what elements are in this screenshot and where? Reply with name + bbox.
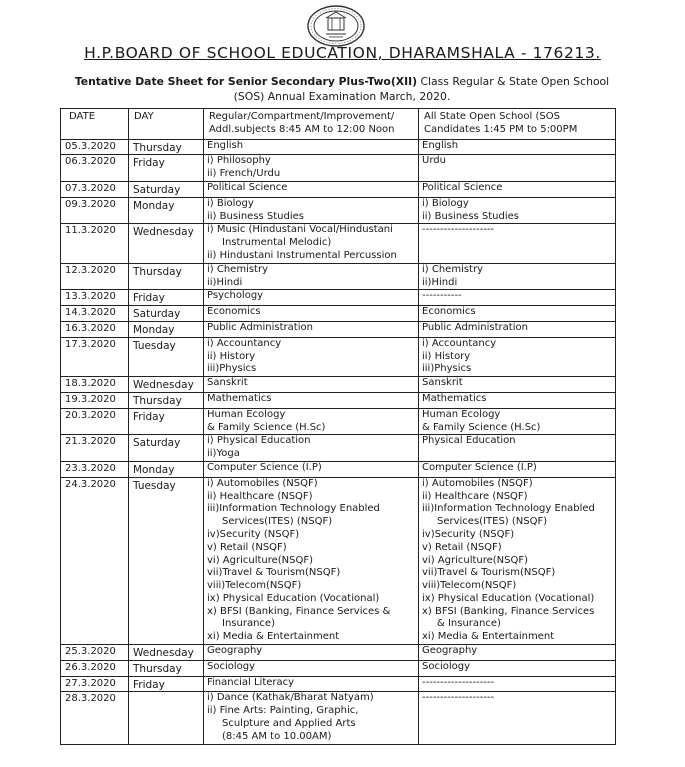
day-cell: Wednesday	[129, 377, 204, 393]
sos-subjects-cell	[419, 290, 616, 306]
regular-subject-line: ii) Business Studies	[207, 210, 305, 222]
sos-subject-line: Sanskrit	[422, 377, 463, 389]
sos-subjects-cell	[419, 435, 616, 462]
date-cell: 20.3.2020	[61, 408, 129, 435]
sos-subjects-cell	[419, 224, 616, 263]
date-cell: 06.3.2020	[61, 155, 129, 182]
table-row	[61, 660, 616, 676]
sos-subjects-cell	[419, 139, 616, 155]
regular-subject-line: Insurance)	[222, 618, 275, 630]
date-sheet-title-main: Tentative Date Sheet for Senior Secondary Plus-Two(XII)	[74, 75, 418, 88]
regular-subjects-cell	[204, 321, 419, 337]
regular-subject-line: i) Physical Education	[207, 435, 311, 447]
day-cell: Wednesday	[129, 645, 204, 661]
sos-subject-line: iii)Information Technology Enabled	[422, 503, 595, 515]
table-row	[61, 197, 616, 224]
date-sheet-title	[62, 74, 622, 104]
sos-subjects-cell	[419, 337, 616, 376]
regular-subjects-cell	[204, 181, 419, 197]
day-cell: Wednesday	[129, 224, 204, 263]
regular-subject-line: Services(ITES) (NSQF)	[222, 516, 333, 528]
date-cell: 25.3.2020	[61, 645, 129, 661]
regular-subject-line: Psychology	[207, 290, 264, 302]
regular-subjects-cell	[204, 408, 419, 435]
sos-subject-line: Political Science	[422, 181, 503, 193]
date-cell: 12.3.2020	[61, 263, 129, 290]
table-row	[61, 337, 616, 376]
regular-subject-line: i) Chemistry	[207, 263, 269, 275]
date-cell: 14.3.2020	[61, 306, 129, 322]
regular-subject-line: iv)Security (NSQF)	[207, 528, 300, 540]
sos-subject-line: ii) Business Studies	[422, 210, 520, 222]
date-cell: 23.3.2020	[61, 461, 129, 477]
table-row	[61, 155, 616, 182]
regular-subject-line: iii)Information Technology Enabled	[207, 503, 380, 515]
regular-subjects-cell	[204, 392, 419, 408]
regular-subject-line: i) Automobiles (NSQF)	[207, 477, 318, 489]
regular-subject-line: Instrumental Melodic)	[222, 237, 332, 249]
column-header-day: DAY	[129, 109, 204, 140]
regular-subject-line: i) Philosophy	[207, 155, 271, 167]
table-row	[61, 306, 616, 322]
sos-subjects-cell	[419, 660, 616, 676]
regular-subject-line: ix) Physical Education (Vocational)	[207, 592, 380, 604]
regular-subjects-cell	[204, 224, 419, 263]
regular-subject-line: i) Accountancy	[207, 337, 282, 349]
day-cell: Friday	[129, 155, 204, 182]
regular-subjects-cell	[204, 263, 419, 290]
sos-subject-line: Sociology	[422, 660, 471, 672]
sos-subject-line: ii)Hindi	[422, 276, 458, 288]
day-cell: Saturday	[129, 181, 204, 197]
regular-subject-line: ii)Hindi	[207, 276, 243, 288]
sos-subject-line: --------------------	[422, 224, 495, 236]
sos-subjects-cell	[419, 306, 616, 322]
date-cell: 28.3.2020	[61, 692, 129, 744]
sos-subject-line: English	[422, 139, 459, 151]
sos-subjects-cell	[419, 181, 616, 197]
sos-subject-line: i) Automobiles (NSQF)	[422, 477, 533, 489]
sos-subject-line: Geography	[422, 645, 478, 657]
date-cell: 05.3.2020	[61, 139, 129, 155]
regular-subject-line: ii) French/Urdu	[207, 168, 281, 180]
sos-subject-line: vii)Travel & Tourism(NSQF)	[422, 567, 556, 579]
date-sheet-table	[60, 108, 616, 745]
board-seal-emblem	[306, 4, 366, 48]
sos-subject-line: Services(ITES) (NSQF)	[437, 516, 548, 528]
date-cell: 16.3.2020	[61, 321, 129, 337]
date-sheet-title-rest: Class Regular & State Open School (SOS) Annual Examination March, 2020.	[233, 75, 610, 103]
regular-subject-line: Geography	[207, 645, 263, 657]
regular-subjects-cell	[204, 290, 419, 306]
sos-subject-line: Physical Education	[422, 435, 516, 447]
regular-subject-line: Mathematics	[207, 392, 272, 404]
regular-subject-line: xi) Media & Entertainment	[207, 631, 340, 643]
day-cell: Thursday	[129, 392, 204, 408]
table-row	[61, 321, 616, 337]
table-row	[61, 461, 616, 477]
regular-subjects-cell	[204, 645, 419, 661]
date-cell: 26.3.2020	[61, 660, 129, 676]
sos-subject-line: Computer Science (I.P)	[422, 461, 537, 473]
day-cell	[129, 692, 204, 744]
sos-subject-line: ix) Physical Education (Vocational)	[422, 592, 595, 604]
regular-subjects-cell	[204, 692, 419, 744]
regular-subject-line: Human Ecology	[207, 408, 286, 420]
sos-subjects-cell	[419, 692, 616, 744]
regular-subjects-cell	[204, 139, 419, 155]
sos-subject-line: --------------------	[422, 676, 495, 688]
date-cell: 24.3.2020	[61, 477, 129, 644]
regular-subject-line: i) Biology	[207, 197, 254, 209]
table-body	[61, 139, 616, 744]
table-row	[61, 477, 616, 644]
regular-subject-line: v) Retail (NSQF)	[207, 541, 287, 553]
sos-subjects-cell	[419, 461, 616, 477]
day-cell: Monday	[129, 461, 204, 477]
regular-subject-line: Political Science	[207, 181, 288, 193]
day-cell: Saturday	[129, 435, 204, 462]
table-row	[61, 181, 616, 197]
table-row	[61, 692, 616, 744]
sos-subject-line: Economics	[422, 306, 476, 318]
sos-subject-line: Human Ecology	[422, 408, 501, 420]
regular-subject-line: i) Dance (Kathak/Bharat Natyam)	[207, 692, 374, 704]
sos-subject-line: ii) Healthcare (NSQF)	[422, 490, 528, 502]
date-cell: 17.3.2020	[61, 337, 129, 376]
sos-subject-line: vi) Agriculture(NSQF)	[422, 554, 529, 566]
regular-subjects-cell	[204, 155, 419, 182]
regular-subject-line: Financial Literacy	[207, 676, 295, 688]
date-cell: 27.3.2020	[61, 676, 129, 692]
day-cell: Friday	[129, 408, 204, 435]
sos-subject-line: & Family Science (H.Sc)	[422, 421, 541, 433]
day-cell: Thursday	[129, 139, 204, 155]
sos-subject-line: Public Administration	[422, 321, 528, 333]
day-cell: Monday	[129, 197, 204, 224]
sos-subject-line: & Insurance)	[437, 618, 501, 630]
regular-subject-line: viii)Telecom(NSQF)	[207, 580, 302, 592]
regular-subjects-cell	[204, 676, 419, 692]
sos-subject-line: iv)Security (NSQF)	[422, 528, 515, 540]
sos-subject-line: -----------	[422, 290, 462, 302]
regular-subject-line: ii) Hindustani Instrumental Percussion	[207, 249, 397, 261]
date-cell: 18.3.2020	[61, 377, 129, 393]
sos-subject-line: Mathematics	[422, 392, 487, 404]
regular-subject-line: iii)Physics	[207, 363, 257, 375]
day-cell: Friday	[129, 290, 204, 306]
regular-subject-line: ii)Yoga	[207, 448, 240, 460]
sos-subject-line: i) Accountancy	[422, 337, 497, 349]
sos-subjects-cell	[419, 645, 616, 661]
regular-subjects-cell	[204, 337, 419, 376]
regular-subject-line: i) Music (Hindustani Vocal/Hindustani	[207, 224, 393, 236]
sos-subjects-cell	[419, 155, 616, 182]
regular-subject-line: & Family Science (H.Sc)	[207, 421, 326, 433]
sos-subject-line: viii)Telecom(NSQF)	[422, 580, 517, 592]
table-row	[61, 408, 616, 435]
sos-subject-line: ii) History	[422, 350, 471, 362]
sos-subjects-cell	[419, 377, 616, 393]
table-row	[61, 224, 616, 263]
sos-subject-line: xi) Media & Entertainment	[422, 631, 555, 643]
regular-subject-line: x) BFSI (Banking, Finance Services &	[207, 605, 391, 617]
day-cell: Friday	[129, 676, 204, 692]
sos-subjects-cell	[419, 321, 616, 337]
sos-subject-line: iii)Physics	[422, 363, 472, 375]
date-cell: 13.3.2020	[61, 290, 129, 306]
column-header-date: DATE	[61, 109, 129, 140]
sos-subject-line: --------------------	[422, 692, 495, 704]
regular-subject-line: Sanskrit	[207, 377, 248, 389]
sos-subject-line: v) Retail (NSQF)	[422, 541, 502, 553]
sos-subjects-cell	[419, 197, 616, 224]
column-header-sos: All State Open School (SOS Candidates 1:45 PM to 5:00PM	[419, 109, 616, 140]
regular-subject-line: English	[207, 139, 244, 151]
board-title: H.P.BOARD OF SCHOOL EDUCATION, DHARAMSHALA - 176213.	[84, 44, 601, 62]
regular-subjects-cell	[204, 377, 419, 393]
day-cell: Saturday	[129, 306, 204, 322]
table-row	[61, 263, 616, 290]
regular-subjects-cell	[204, 477, 419, 644]
sos-subjects-cell	[419, 408, 616, 435]
table-row	[61, 290, 616, 306]
sos-subject-line: i) Biology	[422, 197, 469, 209]
regular-subject-line: vi) Agriculture(NSQF)	[207, 554, 314, 566]
regular-subjects-cell	[204, 461, 419, 477]
day-cell: Thursday	[129, 263, 204, 290]
regular-subject-line: Sociology	[207, 660, 256, 672]
regular-subject-line: Economics	[207, 306, 261, 318]
day-cell: Monday	[129, 321, 204, 337]
date-cell: 09.3.2020	[61, 197, 129, 224]
sos-subjects-cell	[419, 676, 616, 692]
table-row	[61, 377, 616, 393]
date-cell: 19.3.2020	[61, 392, 129, 408]
regular-subjects-cell	[204, 660, 419, 676]
regular-subject-line: ii) Healthcare (NSQF)	[207, 490, 313, 502]
date-cell: 21.3.2020	[61, 435, 129, 462]
sos-subject-line: Urdu	[422, 155, 446, 167]
regular-subject-line: Computer Science (I.P)	[207, 461, 322, 473]
table-row	[61, 392, 616, 408]
regular-subject-line: (8:45 AM to 10.00AM)	[222, 730, 332, 742]
day-cell: Thursday	[129, 660, 204, 676]
regular-subject-line: ii) Fine Arts: Painting, Graphic,	[207, 705, 359, 717]
sos-subjects-cell	[419, 263, 616, 290]
date-cell: 11.3.2020	[61, 224, 129, 263]
date-cell: 07.3.2020	[61, 181, 129, 197]
column-header-regular: Regular/Compartment/Improvement/ Addl.subjects 8:45 AM to 12:00 Noon	[204, 109, 419, 140]
sos-subjects-cell	[419, 477, 616, 644]
day-cell: Tuesday	[129, 337, 204, 376]
table-header-row	[61, 109, 616, 140]
regular-subject-line: Sculpture and Applied Arts	[222, 718, 356, 730]
day-cell: Tuesday	[129, 477, 204, 644]
table-row	[61, 435, 616, 462]
sos-subjects-cell	[419, 392, 616, 408]
regular-subject-line: vii)Travel & Tourism(NSQF)	[207, 567, 341, 579]
regular-subjects-cell	[204, 306, 419, 322]
table-row	[61, 645, 616, 661]
regular-subject-line: ii) History	[207, 350, 256, 362]
sos-subject-line: x) BFSI (Banking, Finance Services	[422, 605, 595, 617]
regular-subjects-cell	[204, 197, 419, 224]
regular-subjects-cell	[204, 435, 419, 462]
regular-subject-line: Public Administration	[207, 321, 313, 333]
sos-subject-line: i) Chemistry	[422, 263, 484, 275]
table-row	[61, 676, 616, 692]
table-row	[61, 139, 616, 155]
